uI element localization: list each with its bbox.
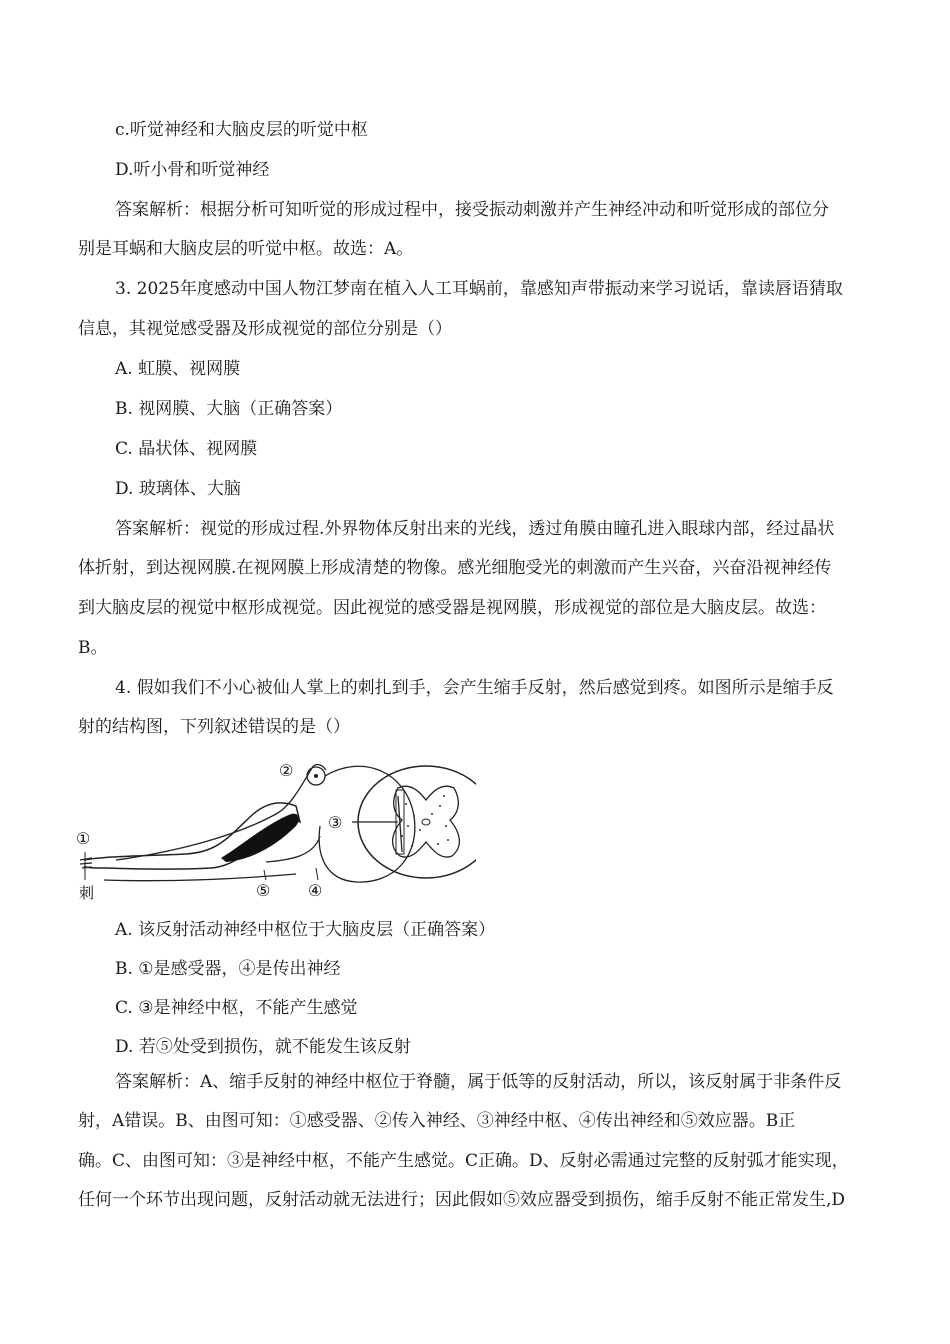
label-4: ④: [308, 881, 323, 900]
q2-analysis-line-1: 答案解析：根据分析可知听觉的形成过程中，接受振动刺激并产生神经冲动和听觉形成的部位分: [115, 200, 829, 220]
afferent-nerve: [116, 765, 326, 861]
q3-option-c: C. 晶状体、视网膜: [115, 439, 258, 459]
q3-stem-line-2: 信息，其视觉感受器及形成视觉的部位分别是（）: [78, 319, 452, 339]
q4-stem-line-2: 射的结构图，下列叙述错误的是（）: [78, 717, 350, 737]
q2-option-c: c.听觉神经和大脑皮层的听觉中枢: [115, 120, 368, 140]
label-2: ②: [279, 761, 294, 780]
interneuron-path: [352, 796, 402, 852]
label-3: ③: [328, 813, 343, 832]
q3-stem-line-1: 3. 2025年度感动中国人物江梦南在植入人工耳蜗前，靠感知声带振动来学习说话，靠读唇语猜取: [115, 279, 843, 299]
muscle-shape: [221, 814, 299, 862]
q3-option-b: B. 视网膜、大脑（正确答案）: [115, 399, 343, 419]
q3-analysis-line-2: 体折射，到达视网膜.在视网膜上形成清楚的物像。感光细胞受光的刺激而产生兴奋，兴奋沿视神经传: [78, 558, 832, 578]
q3-option-a: A. 虹膜、视网膜: [115, 359, 241, 379]
arm-lower-line: [104, 874, 296, 881]
reflex-arc-diagram: [76, 756, 476, 906]
q4-analysis-line-2: 射，A错误。B、由图可知：①感受器、②传入神经、③神经中枢、④传出神经和⑤效应器。B正: [78, 1111, 796, 1131]
q4-option-a: A. 该反射活动神经中枢位于大脑皮层（正确答案）: [115, 920, 496, 940]
q4-option-d: D. 若⑤处受到损伤，就不能发生该反射: [115, 1037, 411, 1057]
q2-option-d: D.听小骨和听觉神经: [115, 160, 270, 180]
q3-analysis-line-3: 到大脑皮层的视觉中枢形成视觉。因此视觉的感受器是视网膜，形成视觉的部位是大脑皮层。故选：: [78, 598, 826, 618]
label-thorn: 刺: [79, 884, 95, 902]
q2-analysis-line-2: 别是耳蜗和大脑皮层的听觉中枢。故选：A。: [78, 239, 414, 259]
label-1: ①: [76, 829, 91, 848]
q4-option-b: B. ①是感受器，④是传出神经: [115, 959, 341, 979]
q4-stem-line-1: 4. 假如我们不小心被仙人掌上的刺扎到手，会产生缩手反射，然后感觉到疼。如图所示是缩手反: [115, 678, 834, 698]
q4-option-c: C. ③是神经中枢，不能产生感觉: [115, 998, 358, 1018]
label-5: ⑤: [256, 881, 271, 900]
q4-analysis-line-1: 答案解析：A、缩手反射的神经中枢位于脊髓，属于低等的反射活动，所以，该反射属于非条件反: [115, 1072, 842, 1092]
gray-matter-dots: [401, 795, 449, 847]
q4-analysis-line-3: 确。C、由图可知：③是神经中枢，不能产生感觉。C正确。D、反射必需通过完整的反射弧才能实现，: [78, 1151, 849, 1171]
q3-option-d: D. 玻璃体、大脑: [115, 479, 241, 499]
q3-analysis-line-4: B。: [78, 638, 108, 658]
gray-matter: [393, 786, 460, 857]
q4-analysis-line-4: 任何一个环节出现问题，反射活动就无法进行；因此假如⑤效应器受到损伤，缩手反射不能正常发生,D: [78, 1190, 846, 1210]
q3-analysis-line-1: 答案解析：视觉的形成过程.外界物体反射出来的光线，透过角膜由瞳孔进入眼球内部，经过晶状: [115, 519, 835, 539]
